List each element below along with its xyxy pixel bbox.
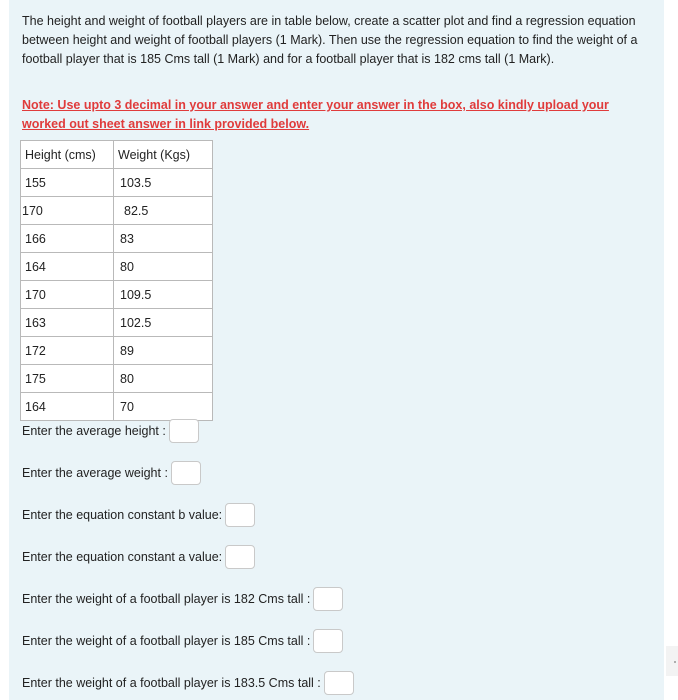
height-cell: 164: [21, 393, 114, 421]
table-row: [21, 197, 213, 225]
column-header-height: Height (cms): [21, 141, 114, 169]
average-height-label: Enter the average height :: [22, 424, 166, 438]
data-table: [20, 140, 213, 421]
table-row: [21, 281, 213, 309]
weight-cell: 103.5: [114, 169, 213, 197]
constant-a-input[interactable]: [225, 545, 255, 569]
note-text: Note: Use upto 3 decimal in your answer and enter your answer in the box, also kindly upload your worked out sheet answer in link provided below.: [22, 98, 609, 131]
table-row: [21, 393, 213, 421]
weight-cell: 109.5: [114, 281, 213, 309]
column-header-weight: Weight (Kgs): [114, 141, 213, 169]
weight-185-label: Enter the weight of a football player is 185 Cms tall :: [22, 634, 311, 648]
weight-cell: 80: [114, 253, 213, 281]
weight-cell: 70: [114, 393, 213, 421]
table-row: [21, 365, 213, 393]
height-cell: 170: [21, 281, 114, 309]
constant-a-label: Enter the equation constant a value:: [22, 550, 223, 564]
average-weight-label: Enter the average weight :: [22, 466, 168, 480]
height-cell: 163: [21, 309, 114, 337]
table-row: [21, 225, 213, 253]
height-cell: 175: [21, 365, 114, 393]
weight-182-row: [22, 587, 343, 611]
side-scroll-tab[interactable]: [666, 646, 678, 676]
weight-183-5-row: [22, 671, 354, 695]
height-cell: 164: [21, 253, 114, 281]
weight-cell: 80: [114, 365, 213, 393]
weight-183-5-input[interactable]: [324, 671, 354, 695]
average-weight-row: [22, 461, 201, 485]
weight-cell: 82.5: [114, 197, 213, 225]
weight-185-row: [22, 629, 343, 653]
weight-182-label: Enter the weight of a football player is 182 Cms tall :: [22, 592, 311, 606]
weight-cell: 83: [114, 225, 213, 253]
height-cell: 155: [21, 169, 114, 197]
table-row: [21, 337, 213, 365]
question-text: The height and weight of football players are in table below, create a scatter plot and find a regression equation between height and weight of football players (1 Mark). Then use the regression equation to find the weight of a football player that is 185 Cms tall (1 Mark) and for a football player that is 182 cms tall (1 Mark).: [22, 14, 638, 66]
constant-b-row: [22, 503, 255, 527]
height-cell: 170: [21, 197, 114, 225]
dot-icon: [674, 661, 676, 663]
average-height-row: [22, 419, 199, 443]
average-weight-input[interactable]: [171, 461, 201, 485]
constant-a-row: [22, 545, 255, 569]
constant-b-input[interactable]: [225, 503, 255, 527]
weight-183-5-label: Enter the weight of a football player is 183.5 Cms tall :: [22, 676, 321, 690]
height-cell: 172: [21, 337, 114, 365]
table-row: [21, 169, 213, 197]
table-row: [21, 253, 213, 281]
table-row: [21, 309, 213, 337]
height-cell: 166: [21, 225, 114, 253]
table-header-row: [21, 141, 213, 169]
weight-cell: 89: [114, 337, 213, 365]
average-height-input[interactable]: [169, 419, 199, 443]
weight-182-input[interactable]: [313, 587, 343, 611]
weight-cell: 102.5: [114, 309, 213, 337]
constant-b-label: Enter the equation constant b value:: [22, 508, 223, 522]
weight-185-input[interactable]: [313, 629, 343, 653]
